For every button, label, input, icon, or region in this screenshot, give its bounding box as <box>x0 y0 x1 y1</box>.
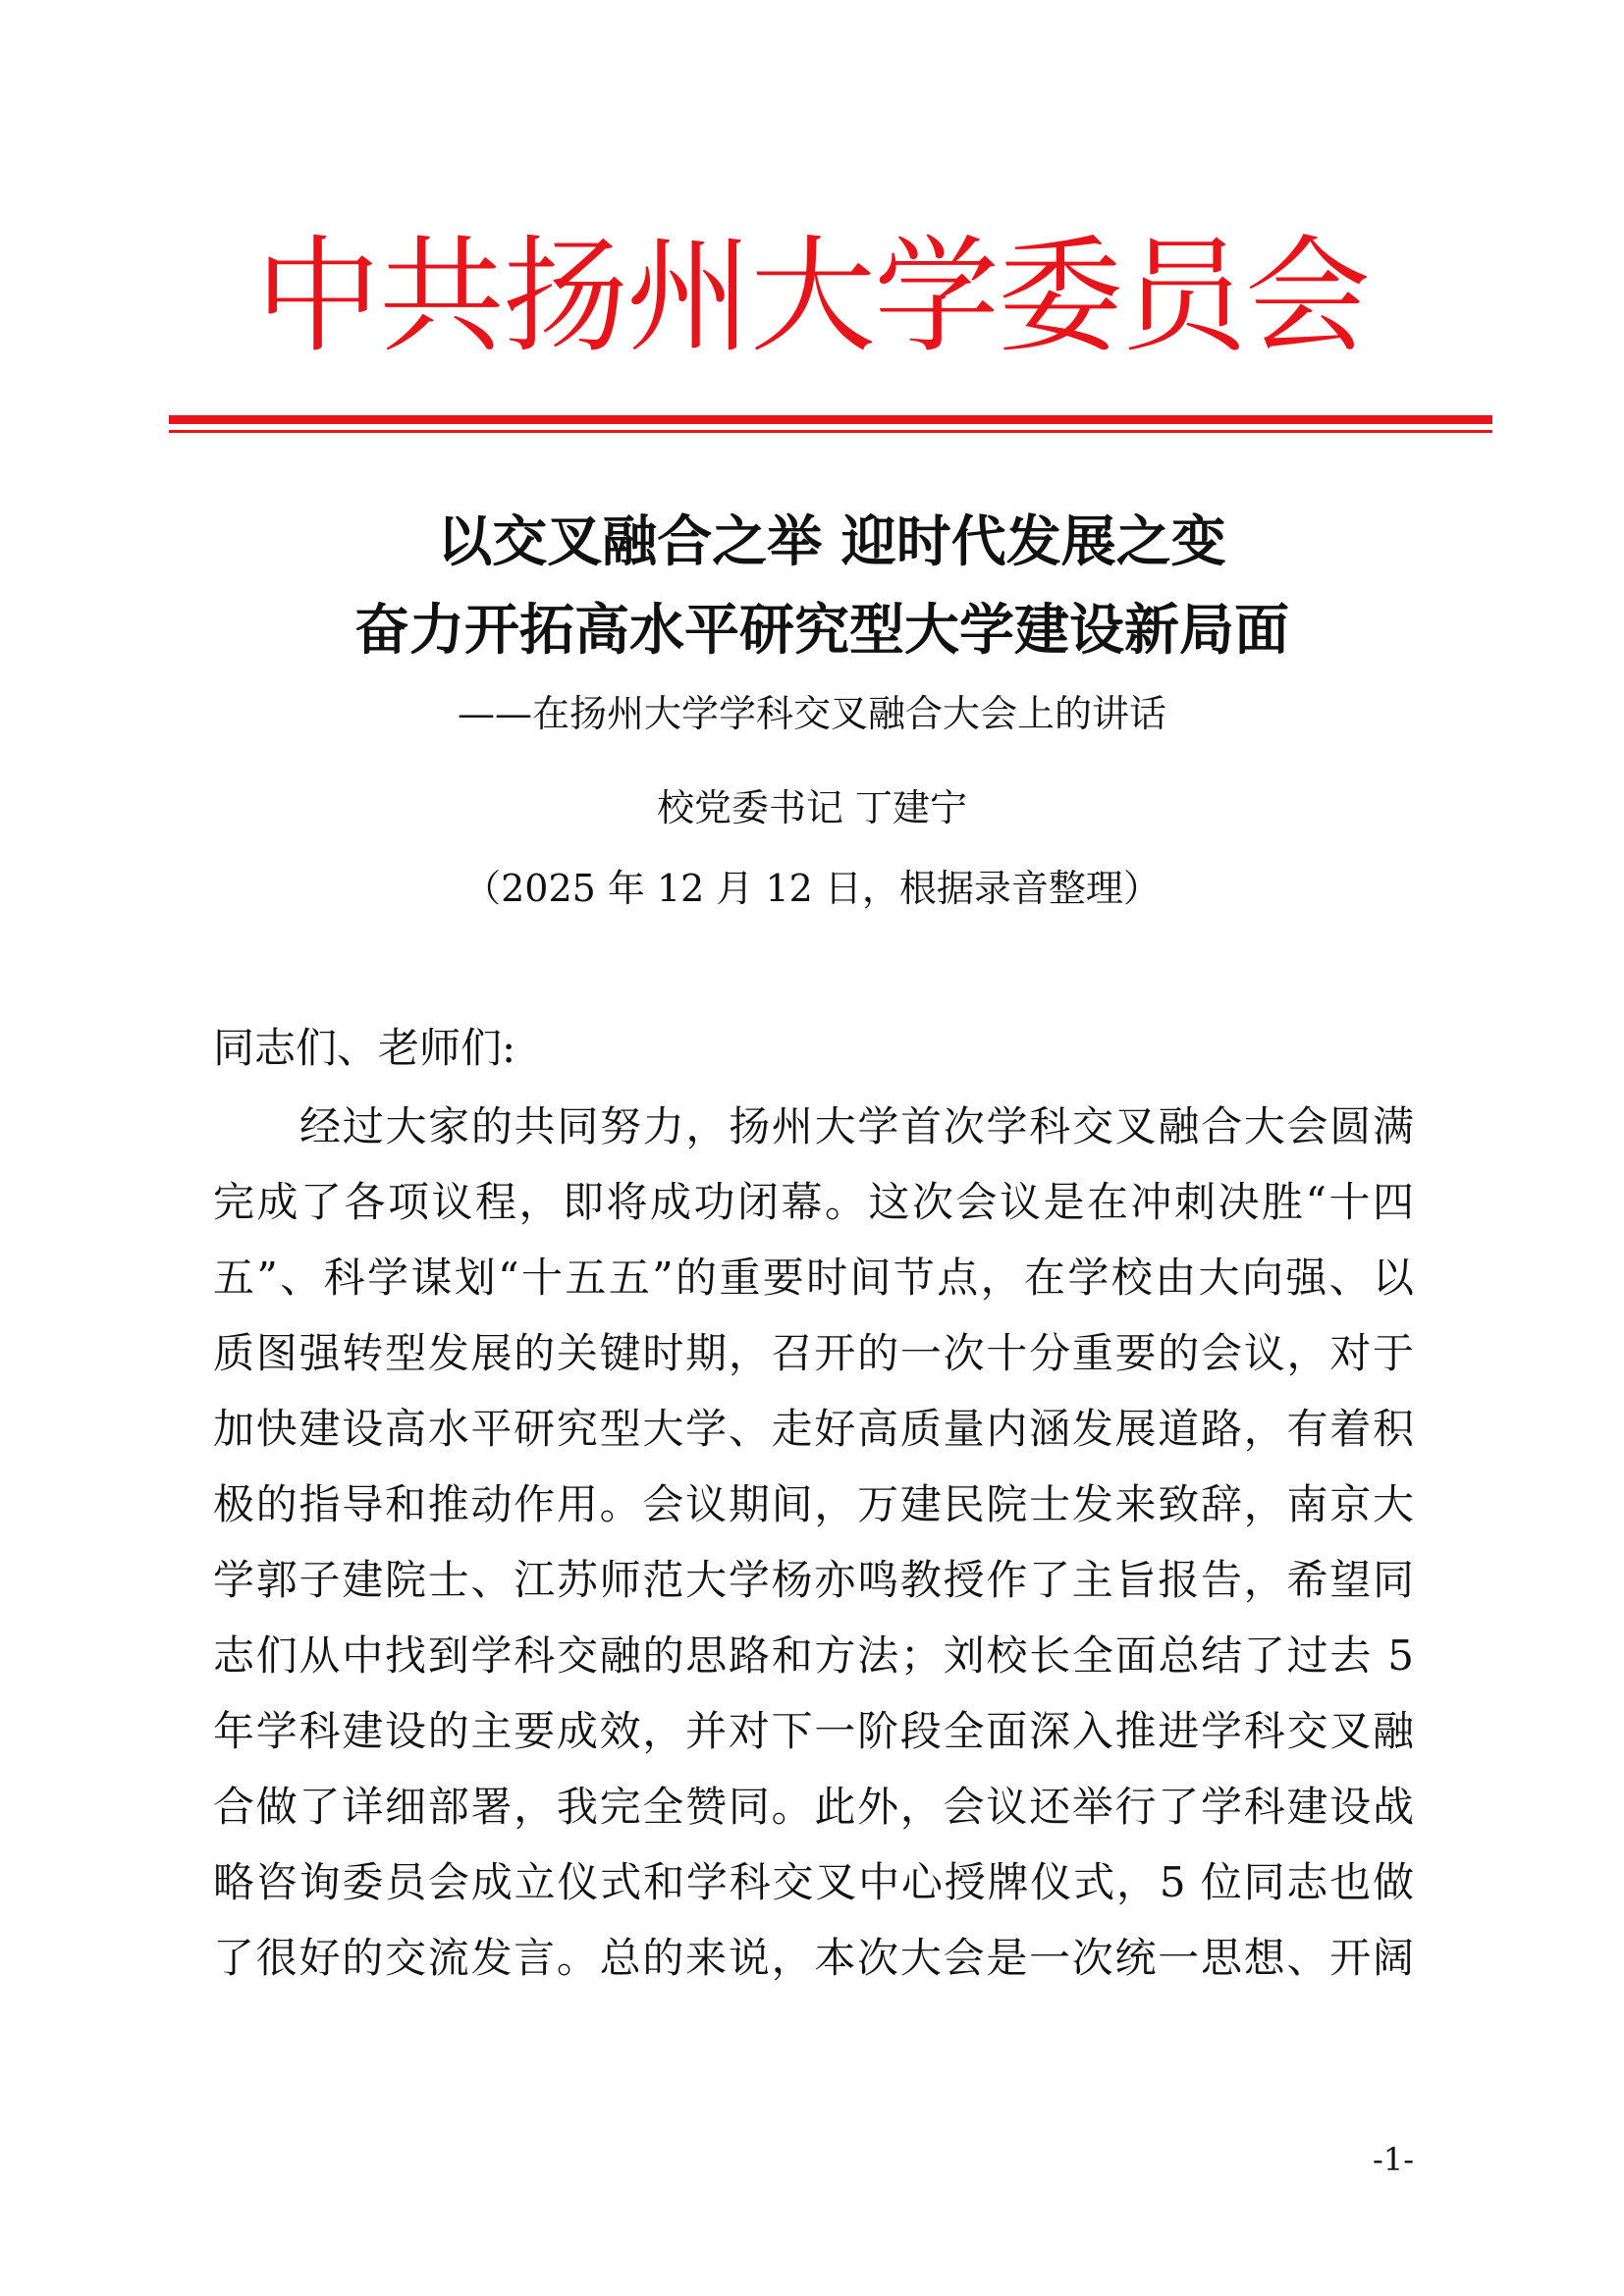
body-line: 加快建设高水平研究型大学、走好高质量内涵发展道路，有着积 <box>213 1405 1414 1453</box>
body-line: 合做了详细部署，我完全赞同。此外，会议还举行了学科建设战 <box>213 1783 1414 1831</box>
body-line: 五”、科学谋划“十五五”的重要时间节点，在学校由大向强、以 <box>213 1254 1414 1302</box>
page-number: -1- <box>1373 2141 1414 2178</box>
subtitle: ——在扬州大学学科交叉融合大会上的讲话 <box>457 692 1166 735</box>
body-line: 经过大家的共同努力，扬州大学首次学科交叉融合大会圆满 <box>299 1102 1414 1150</box>
body-line: 略咨询委员会成立仪式和学科交叉中心授牌仪式，5 位同志也做 <box>213 1858 1414 1906</box>
body-line: 了很好的交流发言。总的来说，本次大会是一次统一思想、开阔 <box>213 1934 1414 1982</box>
header-rule-thick <box>169 415 1492 424</box>
header-rule-thin <box>169 430 1492 433</box>
body-line: 志们从中找到学科交融的思路和方法；刘校长全面总结了过去 5 <box>213 1631 1414 1680</box>
headline-line-2: 奋力开拓高水平研究型大学建设新局面 <box>354 599 1289 663</box>
body-line: 年学科建设的主要成效，并对下一阶段全面深入推进学科交叉融 <box>213 1707 1414 1755</box>
body-line: 完成了各项议程，即将成功闭幕。这次会议是在冲刺决胜“十四 <box>213 1178 1414 1226</box>
speaker: 校党委书记 丁建宁 <box>656 786 968 829</box>
salutation: 同志们、老师们: <box>213 1024 516 1072</box>
body-line: 极的指导和推动作用。会议期间，万建民院士发来致辞，南京大 <box>213 1480 1414 1528</box>
body-line: 学郭子建院士、江苏师范大学杨亦鸣教授作了主旨报告，希望同 <box>213 1556 1414 1604</box>
org-title: 中共扬州大学委员会 <box>254 224 1369 370</box>
body-line: 质图强转型发展的关键时期，召开的一次十分重要的会议，对于 <box>213 1329 1414 1377</box>
date-note: （2025 年 12 月 12 日，根据录音整理） <box>463 867 1161 910</box>
headline-line-1: 以交叉融合之举 迎时代发展之变 <box>437 510 1226 574</box>
